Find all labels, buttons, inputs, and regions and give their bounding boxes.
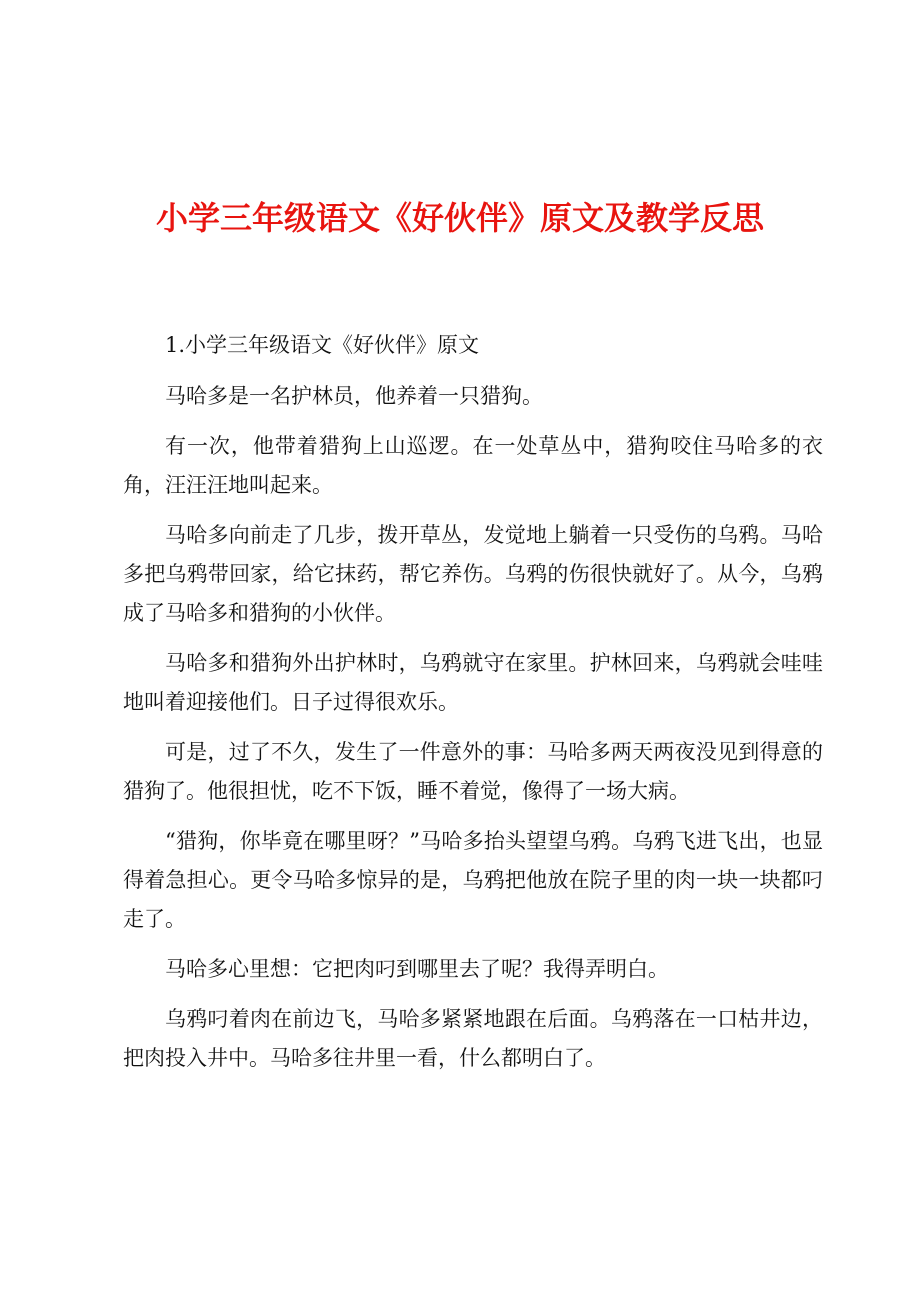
paragraph: 马哈多向前走了几步，拨开草丛，发觉地上躺着一只受伤的乌鸦。马哈多把乌鸦带回家，给它抹药，帮它养伤。乌鸦的伤很快就好了。从今，乌鸦成了马哈多和猎狗的小伙伴。: [123, 523, 823, 625]
paragraph: 马哈多和猎狗外出护林时，乌鸦就守在家里。护林回来，乌鸦就会哇哇地叫着迎接他们。日子过得很欢乐。: [123, 651, 823, 714]
paragraph: 马哈多是一名护林员，他养着一只猎狗。: [165, 384, 543, 408]
document-body: [123, 326, 823, 1089]
paragraph: “猎狗，你毕竟在哪里呀？”马哈多抬头望望乌鸦。乌鸦飞进飞出，也显得着急担心。更令马哈多惊异的是，乌鸦把他放在院子里的肉一块一块都叼走了。: [123, 829, 823, 931]
paragraph: 有一次，他带着猎狗上山巡逻。在一处草丛中，猎狗咬住马哈多的衣角，汪汪汪地叫起来。: [123, 434, 823, 497]
document-title: 小学三年级语文《好伙伴》原文及教学反思: [155, 199, 764, 237]
paragraph: 可是，过了不久，发生了一件意外的事：马哈多两天两夜没见到得意的猎狗了。他很担忧，吃不下饭，睡不着觉，像得了一场大病。: [123, 740, 823, 803]
section-heading: 1.小学三年级语文《好伙伴》原文: [165, 333, 480, 357]
paragraph: 马哈多心里想：它把肉叼到哪里去了呢？我得弄明白。: [165, 957, 669, 981]
paragraph: 乌鸦叼着肉在前边飞，马哈多紧紧地跟在后面。乌鸦落在一口枯井边，把肉投入井中。马哈多往井里一看，什么都明白了。: [123, 1007, 823, 1070]
